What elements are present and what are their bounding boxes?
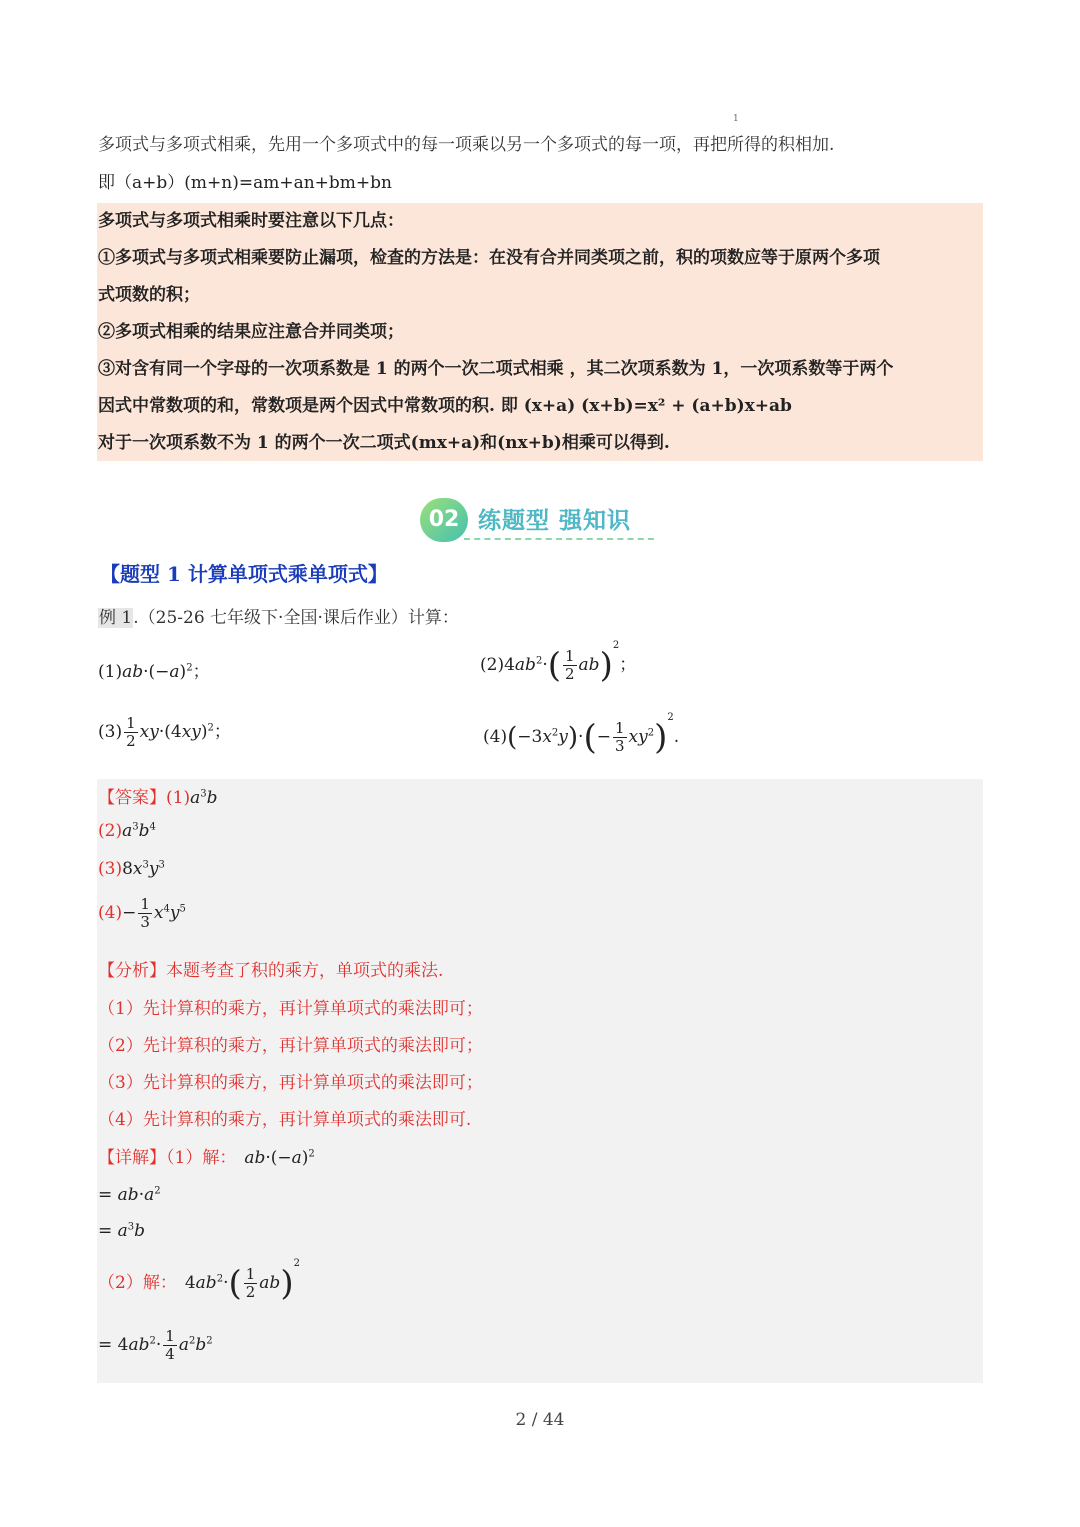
problem-4-label: (4) [483, 727, 508, 747]
note-point-1a: ①多项式与多项式相乘要防止漏项，检查的方法是：在没有合并同类项之前，积的项数应等于原两个多项 [98, 248, 880, 268]
section-number: 02 [420, 498, 468, 542]
note-point-2: ②多项式相乘的结果应注意合并同类项； [98, 322, 404, 342]
answer-2-label: (2) [98, 821, 123, 841]
section-title: 练题型 强知识 [478, 502, 631, 535]
intro-line-1: 多项式与多项式相乘，先用一个多项式中的每一项乘以另一个多项式的每一项，再把所得的积相加. [98, 135, 835, 155]
note-point-3a: ③对含有同一个字母的一次项系数是 1 的两个一次二项式相乘 ，其二次项系数为 1，一次项系数等于两个 [98, 359, 894, 379]
detail-1-step-2: = $a^3b$ [98, 1221, 146, 1241]
question-type-title: 【题型 1 计算单项式乘单项式】 [100, 562, 388, 586]
analysis-tag: 【分析】 [98, 961, 166, 981]
problem-3: (3) $\frac{1}{2}$ $xy\cdot(4xy)^2$； [98, 714, 231, 750]
answer-3: $(3)8x^3y^3$ [98, 859, 165, 879]
detail-2-step-1: = $4ab^2\cdot$ $\frac{1}{4}$ $a^2b^2$ [98, 1327, 213, 1363]
answer-1-label: (1) [166, 788, 191, 808]
answer-2: $(2)a^3b^4$ [98, 821, 156, 841]
detail-2-label: （2）解： [98, 1273, 177, 1293]
detail-1-step-1: = $ab\cdot a^2$ [98, 1185, 161, 1205]
example-header [98, 603, 459, 628]
answer-4: (4)− $\frac{1}{3}$ $x^4y^5$ [98, 895, 186, 931]
detail-1-label: （1）解： [166, 1148, 237, 1168]
section-divider [464, 538, 654, 540]
section-banner [418, 496, 668, 546]
problem-2-label: (2) [480, 655, 505, 675]
analysis-text: 本题考查了积的乘方，单项式的乘法. [166, 961, 444, 981]
problem-1-label: (1) [98, 662, 123, 682]
note-point-1b: 式项数的积； [98, 285, 200, 305]
detail-tag: 【详解】 [98, 1148, 166, 1168]
note-heading: 多项式与多项式相乘时要注意以下几点： [98, 211, 404, 231]
problem-2: $(2)4ab^2\cdot$( $\frac{1}{2}$ ab)$^2$； [480, 640, 637, 686]
problem-4: $(4)(-3x^2y)\cdot(-$ $\frac{1}{3}$ $xy^2)^2$. [483, 712, 680, 758]
note-point-4: 对于一次项系数不为 1 的两个一次二项式(mx+a)和(nx+b)相乘可以得到. [98, 433, 670, 453]
top-mark: 1 [733, 114, 739, 124]
example-source: .（25-26 七年级下·全国·课后作业）计算： [133, 608, 459, 628]
answer-4-label: (4) [98, 903, 123, 923]
answer-3-label: (3) [98, 859, 123, 879]
analysis-step-3: （3）先计算积的乘方，再计算单项式的乘法即可； [98, 1073, 483, 1093]
detail-2: （2）解： $4ab^2\cdot$( $\frac{1}{2}$ ab)$^2$ [98, 1258, 300, 1304]
intro-line-2: 即（a+b）(m+n)=am+an+bm+bn [98, 173, 392, 193]
analysis-step-4: （4）先计算积的乘方，再计算单项式的乘法即可. [98, 1110, 472, 1130]
detail-1: 【详解】（1）解： $ab\cdot(-a)^2$ [98, 1148, 315, 1168]
analysis-step-1: （1）先计算积的乘方，再计算单项式的乘法即可； [98, 999, 483, 1019]
problem-3-label: (3) [98, 722, 123, 742]
problem-1: $(1)ab\cdot(-a)^2$； [98, 662, 210, 682]
analysis-heading [98, 956, 443, 981]
answer-tag: 【答案】 [98, 788, 166, 808]
answer-1: 【答案】$(1)a^3b$ [98, 788, 218, 808]
example-label: 例 1 [99, 608, 133, 628]
page-number: 2 / 44 [515, 1410, 565, 1430]
analysis-step-2: （2）先计算积的乘方，再计算单项式的乘法即可； [98, 1036, 483, 1056]
note-point-3b: 因式中常数项的和，常数项是两个因式中常数项的积. 即 (x+a) (x+b)=x² + (a+b)x+ab [98, 396, 792, 416]
